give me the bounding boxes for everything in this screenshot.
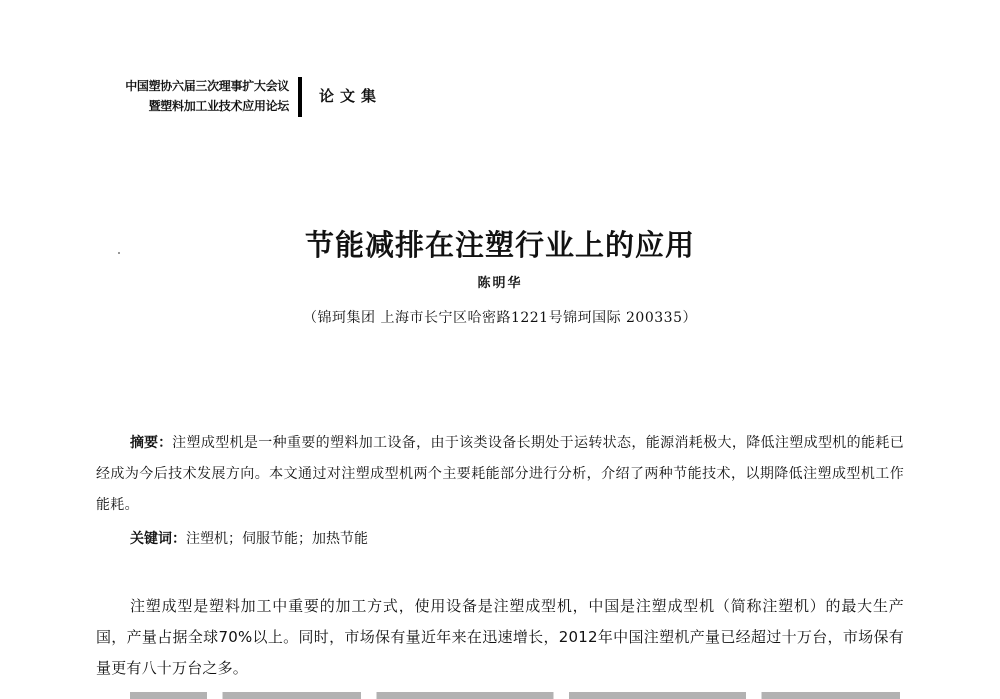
conference-line-1: 中国塑协六届三次理事扩大会议 [125,79,289,93]
body-paragraph-1: 注塑成型是塑料加工中重要的加工方式，使用设备是注塑成型机，中国是注塑成型机（简称注塑机）的最大生产国，产量占据全球70%以上。同时，市场保有量近年来在迅速增长，2012年中国注塑机产量已经超过十万台，市场保有量更有八十万台之多。 [96,597,904,677]
conference-line-2: 暨塑料加工业技术应用论坛 [148,99,289,113]
paper-author: 陈明华 [477,276,523,291]
keywords-label: 关键词： [130,531,186,547]
conference-name [95,76,289,116]
abstract-text: 注塑成型机是一种重要的塑料加工设备，由于该类设备长期处于运转状态，能源消耗极大，降低注塑成型机的能耗已经成为今后技术发展方向。本文通过对注塑成型机两个主要耗能部分进行分析，介绍了两种节能技术，以期降低注塑成型机工作能耗。 [96,435,905,513]
paper-title: 节能减排在注塑行业上的应用 [304,228,695,262]
author-affiliation: （锦珂集团 上海市长宁区哈密路1221号锦珂国际 200335） [303,310,697,326]
abstract [96,428,904,521]
scan-speck [118,252,120,254]
keywords [96,524,904,555]
cut-off-text-line [130,692,900,699]
page-header [95,76,405,120]
collection-label: 论文集 [319,87,383,105]
header-divider [298,77,302,117]
keywords-text: 注塑机；伺服节能；加热节能 [186,531,368,547]
abstract-label: 摘要： [130,435,173,451]
